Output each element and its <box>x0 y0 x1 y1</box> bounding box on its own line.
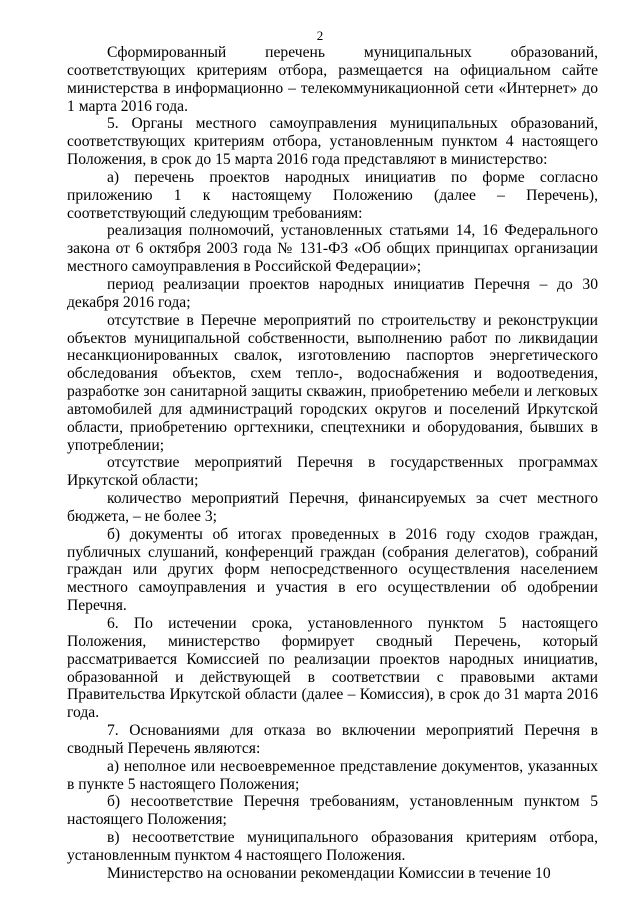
document-body <box>67 44 598 883</box>
paragraph-item-7b: б) несоответствие Перечня требованиям, установленным пунктом 5 настоящего Положения; <box>67 793 598 829</box>
paragraph-requirement-count: количество мероприятий Перечня, финансируемых за счет местного бюджета, – не более 3; <box>67 490 598 525</box>
paragraph-requirement-powers: реализация полномочий, установленных статьями 14, 16 Федерального закона от 6 октября 2003 года № 131-ФЗ «Об общих принципах организации местного самоуправления в Российской Федерации»; <box>67 222 598 276</box>
paragraph-requirement-programs: отсутствие мероприятий Перечня в государственных программах Иркутской области; <box>67 454 598 490</box>
paragraph-item-5b: б) документы об итогах проведенных в 2016 году сходов граждан, публичных слушаний, конференций граждан (собрания делегатов), собраний граждан или других форм непосредственного осуществления населением местного самоуправления и участия в его осуществлении об одобрении Перечня. <box>67 525 598 615</box>
paragraph-item-5a: а) перечень проектов народных инициатив по форме согласно приложению 1 к настоящему Положению (далее – Перечень), соответствующий следующим требованиям: <box>67 168 598 222</box>
paragraph-item-7a: а) неполное или несвоевременное представление документов, указанных в пункте 5 настоящего Положения; <box>67 757 598 793</box>
paragraph-item-7c: в) несоответствие муниципального образования критериям отбора, установленным пунктом 4 настоящего Положения. <box>67 829 598 864</box>
paragraph-item-5: 5. Органы местного самоуправления муниципальных образований, соответствующих критериям отбора, установленным пунктом 4 настоящего Положения, в срок до 15 марта 2016 года представляют в министерство: <box>67 115 598 169</box>
paragraph-item-6: 6. По истечении срока, установленного пунктом 5 настоящего Положения, министерство формирует сводный Перечень, который рассматривается Комиссией по реализации проектов народных инициатив, образованной и действующей в соответствии с правовыми актами Правительства Иркутской области (далее – Комиссия), в срок до 31 марта 2016 года. <box>67 615 598 722</box>
paragraph-item-7: 7. Основаниями для отказа во включении мероприятий Перечня в сводный Перечень являются: <box>67 722 598 757</box>
paragraph-ministry-decision: Министерство на основании рекомендации Комиссии в течение 10 <box>107 864 551 882</box>
paragraph-list-published: Сформированный перечень муниципальных образований, соответствующих критериям отбора, размещается на официальном сайте министерства в информационно – телекоммуникационной сети «Интернет» до 1 марта 2016 года. <box>67 44 598 115</box>
paragraph-requirement-exclusions: отсутствие в Перечне мероприятий по строительству и реконструкции объектов муниципальной собственности, выполнению работ по ликвидации несанкционированных свалок, изготовлению паспортов энергетического обследования объектов, схем тепло-, водоснабжения и водоотведения, разработке зон санитарной защиты скважин, приобретению мебели и легковых автомобилей для администраций городских округов и поселений Иркутской области, приобретению оргтехники, спецтехники и оборудования, бывших в употреблении; <box>67 311 598 454</box>
paragraph-requirement-period: период реализации проектов народных инициатив Перечня – до 30 декабря 2016 года; <box>67 275 598 311</box>
page-number: 2 <box>316 28 324 43</box>
